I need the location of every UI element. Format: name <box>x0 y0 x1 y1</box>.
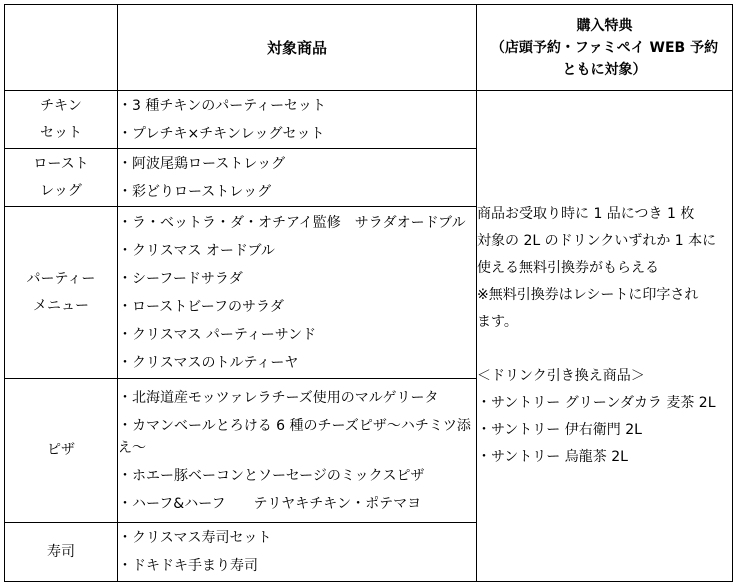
header-products-cell: 対象商品 <box>118 5 477 91</box>
category-label: ロースト <box>33 155 89 172</box>
perk-spacer <box>477 336 732 363</box>
category-cell <box>5 149 118 207</box>
product-item: ・プレチキ×チキンレッグセット <box>118 125 325 142</box>
product-item: ・阿波尾鶏ローストレッグ <box>118 155 286 172</box>
category-label: レッグ <box>40 182 82 199</box>
product-item: ・クリスマス パーティーサンド <box>118 326 317 343</box>
category-label: セット <box>40 124 82 141</box>
product-list-cell <box>118 379 477 523</box>
category-label: 寿司 <box>47 543 75 560</box>
product-list-cell <box>118 149 477 207</box>
product-item: ・ドキドキ手まり寿司 <box>118 558 258 574</box>
category-cell <box>5 379 118 523</box>
product-item: ・3 種チキンのパーティーセット <box>118 97 326 114</box>
header-perk-line: 購入特典 <box>576 17 633 34</box>
category-label: ピザ <box>47 442 75 458</box>
category-cell <box>5 523 118 582</box>
category-label: チキン <box>40 97 82 114</box>
promotion-table <box>4 4 733 582</box>
product-list-cell <box>118 207 477 379</box>
product-item: ・クリスマス寿司セット <box>118 530 272 546</box>
product-list-cell <box>118 523 477 582</box>
header-perk-cell <box>477 5 733 91</box>
product-item: ・カマンベールとろける 6 種のチーズピザ～ハチミツ添え～ <box>118 417 471 456</box>
perk-line: ・サントリー 伊右衛門 2L <box>477 422 642 438</box>
product-item: ・ホエー豚ベーコンとソーセージのミックスピザ <box>118 467 425 484</box>
product-item: ・彩どりローストレッグ <box>118 183 272 200</box>
category-cell <box>5 207 118 379</box>
product-item: ・クリスマスのトルティーヤ <box>118 354 299 371</box>
product-item: ・ローストビーフのサラダ <box>118 298 284 315</box>
perk-cell <box>477 91 733 582</box>
product-item: ・クリスマス オードブル <box>118 242 275 259</box>
perk-line: ます。 <box>477 314 518 330</box>
perk-line: ・サントリー グリーンダカラ 麦茶 2L <box>477 395 716 411</box>
perk-line: 商品お受取り時に 1 品につき 1 枚 <box>477 206 695 222</box>
category-cell <box>5 91 118 149</box>
perk-line: ※無料引換券はレシートに印字され <box>477 287 699 303</box>
product-list-cell <box>118 91 477 149</box>
product-item: ・ラ・ベットラ・ダ・オチアイ監修 サラダオードブル <box>118 214 466 231</box>
table-row <box>5 91 733 149</box>
header-perk-line: （店頭予約・ファミペイ WEB 予約 <box>490 39 719 56</box>
perk-line: ＜ドリンク引き換え商品＞ <box>477 368 645 384</box>
header-perk-line: ともに対象） <box>562 61 647 78</box>
category-label: メニュー <box>33 297 89 314</box>
perk-line: 使える無料引換券がもらえる <box>477 260 659 276</box>
perk-line: ・サントリー 烏龍茶 2L <box>477 449 628 465</box>
header-row <box>5 5 733 91</box>
product-item: ・北海道産モッツァレラチーズ使用のマルゲリータ <box>118 389 439 406</box>
perk-line: 対象の 2L のドリンクいずれか 1 本に <box>477 233 717 249</box>
product-item: ・ハーフ&ハーフ テリヤキチキン・ポテマヨ <box>118 495 422 512</box>
category-label: パーティー <box>26 270 96 287</box>
product-item: ・シーフードサラダ <box>118 270 243 287</box>
header-category-cell <box>5 5 118 91</box>
